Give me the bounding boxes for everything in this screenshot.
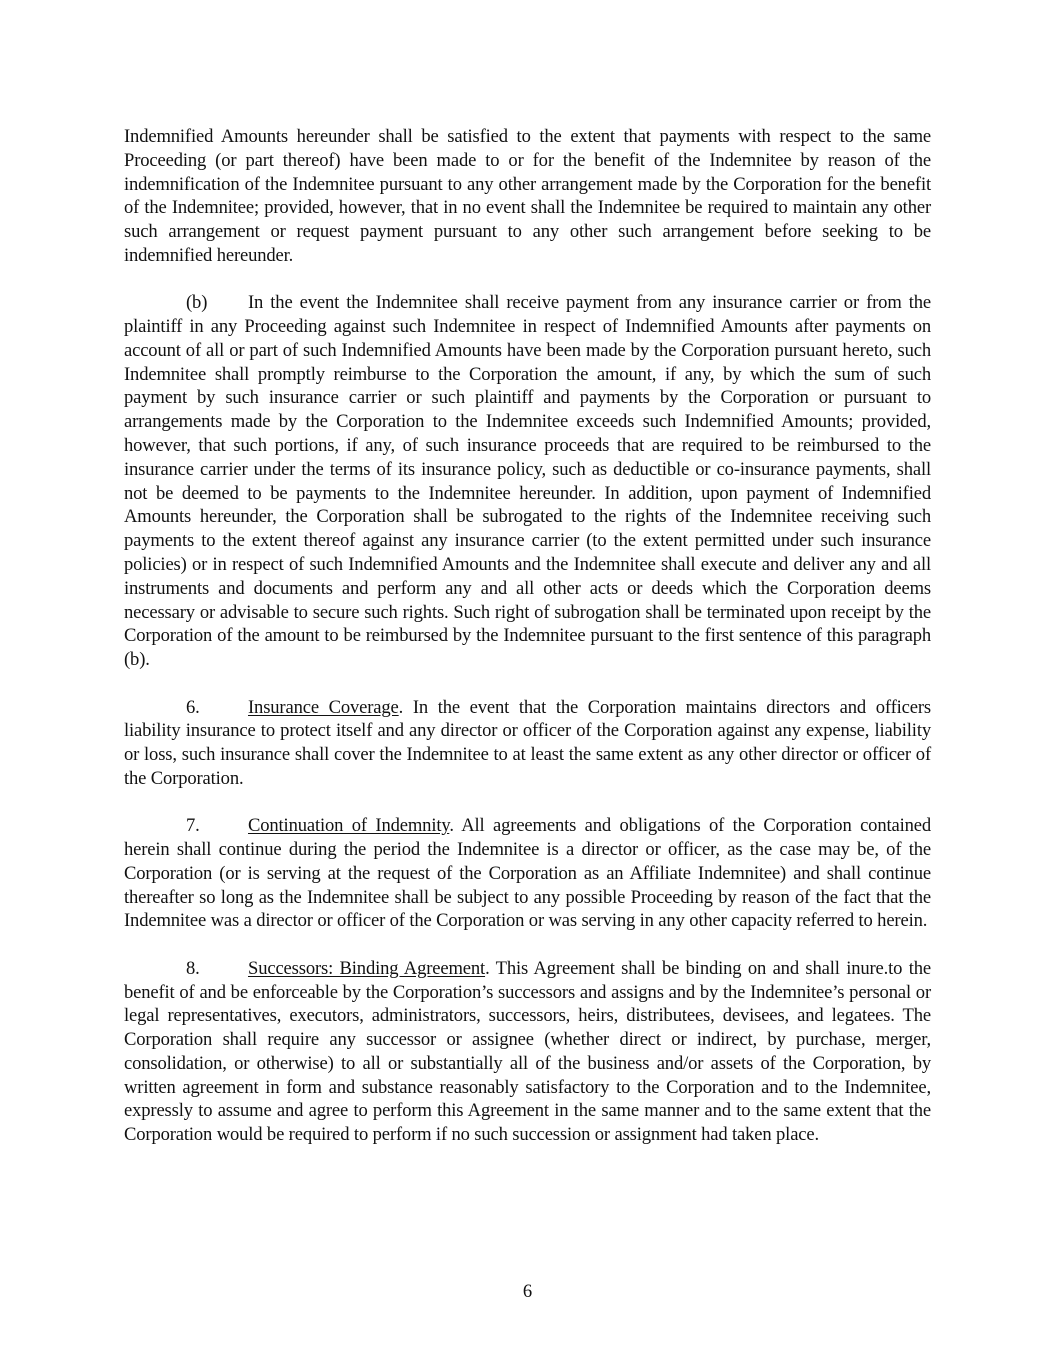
section-7-continuation-of-indemnity [124,814,931,933]
paragraph-marker: (b) [186,292,208,314]
section-6-insurance-coverage [124,696,931,791]
section-text: . In the event that the Corporation maintains directors and officers liability insurance to protect itself and any director or officer of the Corporation against any expense, liability or loss, such insurance shall cover the Indemnitee to at least the same extent as any other director or officer of the Corporation. [124,696,931,789]
paragraph-text: In the event the Indemnitee shall receive payment from any insurance carrier or from the plaintiff in any Proceeding against such Indemnitee in respect of Indemnified Amounts after payments on account of all or part of such Indemnified Amounts have been made by the Corporation pursuant hereto, such Indemnitee shall promptly reimburse to the Corporation the amount, if any, by which the sum of such payment by such insurance carrier or such plaintiff and payments by the Corporation or pursuant to arrangements made by the Corporation to the Indemnitee exceeds such Indemnified Amounts; provided, however, that such portions, if any, of such insurance proceeds that are required to be reimbursed to the insurance carrier under the terms of its insurance policy, such as deductible or co-insurance payments, shall not be deemed to be payments to the Indemnitee hereunder. In addition, upon payment of Indemnified Amounts hereunder, the Corporation shall be subrogated to the rights of the Indemnitee receiving such payments to the extent thereof against any insurance carrier (to the extent permitted under such insurance policies) or in respect of such Indemnified Amounts and the Indemnitee shall execute and deliver any and all instruments and documents and perform any and all other acts or deeds which the Corporation deems necessary or advisable to secure such rights. Such right of subrogation shall be terminated upon receipt by the Corporation of the amount to be reimbursed by the Indemnitee pursuant to the first sentence of this paragraph (b). [124,292,931,671]
page-number: 6 [522,1281,533,1302]
section-number: 8. [186,957,200,979]
document-page [124,125,931,1171]
section-text: . This Agreement shall be binding on and shall inure.to the benefit of and be enforceable by the Corporation’s successors and assigns and by the Indemnitee’s personal or legal representatives, executors, administrators, successors, heirs, distributees, devisees, and legatees. The Corporation shall require any successor or assignee (whether direct or indirect, by purchase, merger, consolidation, or otherwise) to all or substantially all of the business and/or assets of the Corporation, by written agreement in form and substance reasonably satisfactory to the Corporation and to the Indemnitee, expressly to assume and agree to perform this Agreement in the same manner and to the same extent that the Corporation would be required to perform if no such succession or assignment had taken place. [124,957,931,1146]
section-number: 6. [186,696,200,718]
section-number: 7. [186,815,200,837]
section-8-successors-binding-agreement [124,957,931,1147]
paragraph-continuation [124,125,931,268]
section-text: . All agreements and obligations of the Corporation contained herein shall continue during the period the Indemnitee is a director or officer, as the case may be, of the Corporation (or is serving at the request of the Corporation as an Affiliate Indemnitee) and shall continue thereafter so long as the Indemnitee shall be subject to any possible Proceeding by reason of the fact that the Indemnitee was a director or officer of the Corporation or was serving in any other capacity referred to herein. [124,815,932,932]
paragraph-b [124,291,931,672]
section-heading: Insurance Coverage [248,696,399,718]
section-heading: Continuation of Indemnity [248,815,450,837]
paragraph-text: Indemnified Amounts hereunder shall be satisfied to the extent that payments with respect to the same Proceeding (or part thereof) have been made to or for the benefit of the Indemnitee by reason of the indemnification of the Indemnitee pursuant to any other arrangement made by the Corporation for the benefit of the Indemnitee; provided, however, that in no event shall the Indemnitee be required to maintain any other such arrangement or request payment pursuant to any other such arrangement before seeking to be indemnified hereunder. [124,126,931,266]
section-heading: Successors: Binding Agreement [248,957,486,979]
